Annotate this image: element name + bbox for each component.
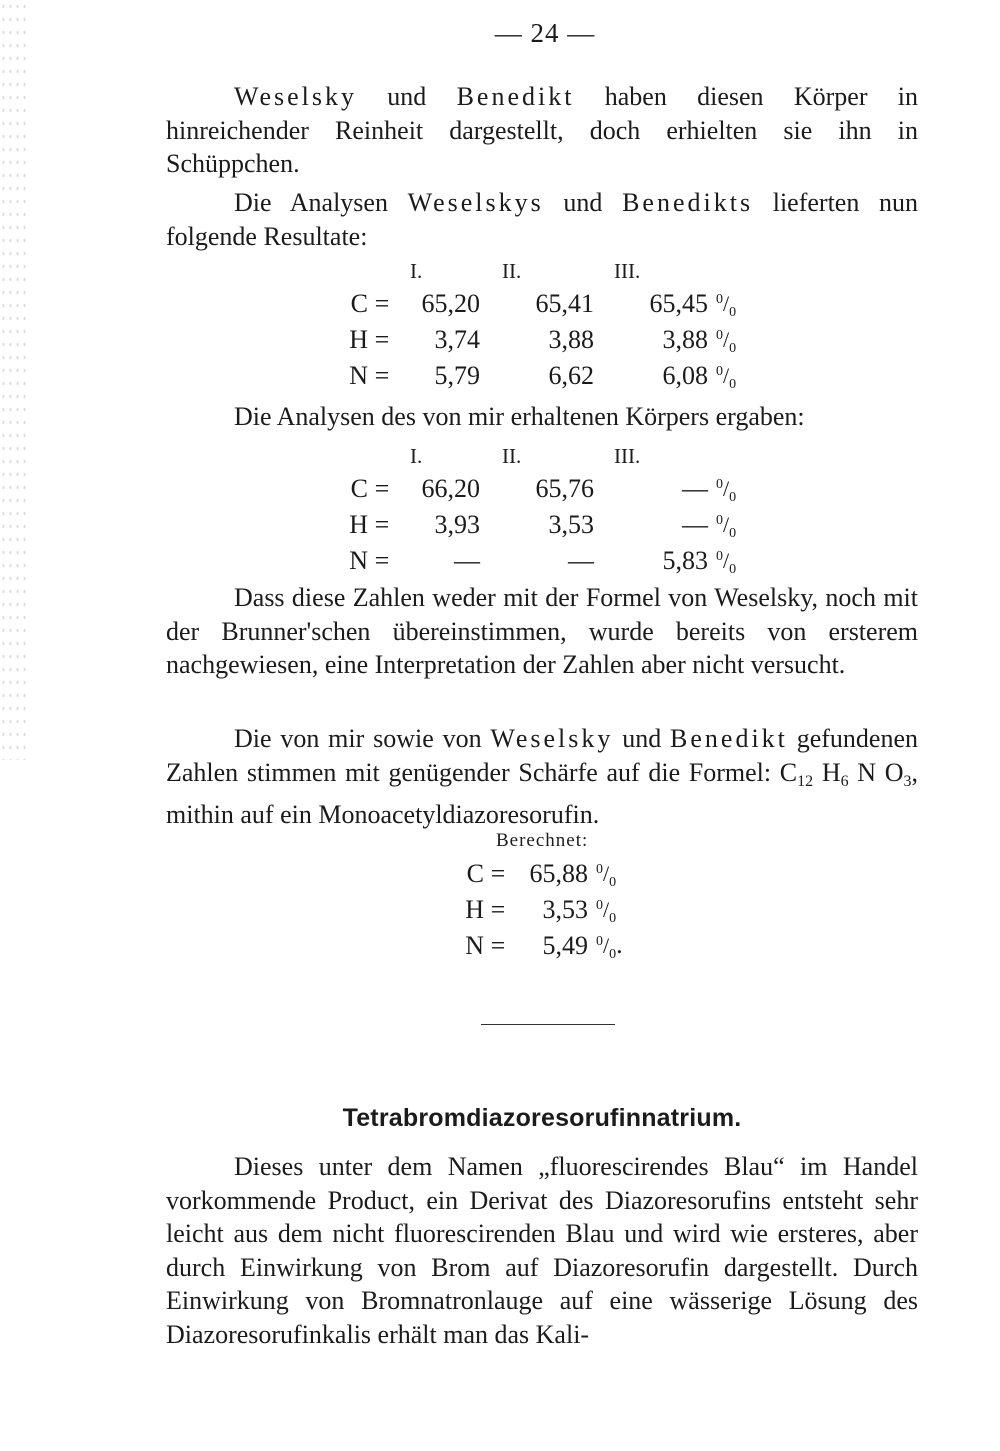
percent-sign: $^0/_0$ — [596, 896, 617, 926]
author-name-weselsky: Weselsky — [490, 724, 614, 753]
value-cell: 65,88 — [529, 859, 588, 888]
column-header-i: I. — [410, 258, 423, 283]
table-header-row — [326, 441, 760, 471]
column-header-ii: II. — [502, 258, 522, 283]
value-cell: — — [568, 546, 594, 575]
equals-sign: = — [374, 546, 390, 575]
column-header-ii: II. — [502, 443, 522, 468]
equals-sign: = — [374, 289, 390, 318]
value-cell: 65,41 — [535, 289, 594, 318]
author-name-weselsky: Weselsky — [234, 82, 357, 111]
value-cell: — — [682, 474, 708, 503]
percent-sign: $^0/_0$ — [716, 511, 737, 541]
element-symbol: H — [465, 895, 484, 924]
value-cell: 3,93 — [434, 510, 480, 539]
table-row — [456, 856, 646, 892]
value-cell: 65,45 — [649, 289, 708, 318]
table-row — [326, 322, 760, 358]
value-cell: 3,88 — [662, 325, 708, 354]
equals-sign: = — [490, 895, 506, 924]
section-divider — [481, 1024, 615, 1025]
paragraph-1-text: haben diesen Körper in hinreichender Reinheit dargestellt, doch erhielten sie ihn in Schüppchen. — [166, 82, 919, 179]
text-join: und — [613, 724, 671, 753]
element-symbol: H — [349, 325, 368, 354]
element-symbol: H — [349, 510, 368, 539]
element-symbol: C — [466, 859, 484, 888]
calculated-values-table — [456, 856, 646, 964]
table-row — [326, 358, 760, 394]
value-cell: — — [682, 510, 708, 539]
value-cell: 5,79 — [434, 361, 480, 390]
table-row — [326, 507, 760, 543]
column-header-iii: III. — [614, 258, 641, 283]
value-cell: 5,49 — [542, 931, 588, 960]
author-name-benedikt: Benedikt — [670, 724, 788, 753]
equals-sign: = — [490, 931, 506, 960]
scan-edge-speckles — [0, 0, 26, 760]
percent-sign: $^0/_0$ — [716, 362, 737, 392]
percent-sign: $^0/_0$ — [716, 547, 737, 577]
column-header-i: I. — [410, 443, 423, 468]
value-cell: 3,88 — [548, 325, 594, 354]
value-cell: 3,53 — [548, 510, 594, 539]
table-row — [456, 892, 646, 928]
table-header-row — [326, 256, 760, 286]
table-row — [326, 471, 760, 507]
chemical-formula: $C_{12}$ $H_6$ N $O_3$ — [779, 757, 912, 790]
percent-sign: $^0/_0$ — [596, 860, 617, 890]
equals-sign: = — [374, 361, 390, 390]
table-row — [326, 286, 760, 322]
column-header-iii: III. — [614, 443, 641, 468]
paragraph-6: Dieses unter dem Namen „fluorescirendes Blau“ im Handel vorkommende Product, ein Derivat des Diazoresorufins entsteht sehr leicht aus dem nicht fluorescirenden Blau und wird wie ersteres, aber durch Einwirkung von Brom auf Diazoresorufin dargestellt. Durch Einwirkung von Bromnatronlauge auf eine wässerige Lösung des Diazoresorufinkalis erhält man das Kali- — [166, 1152, 918, 1349]
paragraph-5-lead: Die von mir sowie von — [234, 724, 491, 753]
calculated-label: Berechnet: — [496, 830, 589, 851]
page-number: — 24 — — [494, 18, 596, 48]
value-cell: — — [454, 546, 480, 575]
paragraph-4: Dass diese Zahlen weder mit der Formel von Weselsky, noch mit der Brunner'schen übereinstimmen, wurde bereits von ersterem nachgewiesen, eine Interpretation der Zahlen aber nicht versucht. — [166, 583, 918, 680]
element-symbol: N — [349, 546, 368, 575]
table-row — [456, 928, 646, 964]
author-name-weselskys: Weselskys — [407, 188, 544, 217]
value-cell: 65,76 — [535, 474, 594, 503]
paragraph-1 — [166, 80, 918, 181]
section-heading: Tetrabromdiazoresorufinnatrium. — [342, 1104, 742, 1132]
paragraph-5-text: gefundenen Zahlen stimmen mit genügender Schärfe auf die Formel: — [166, 724, 919, 787]
text-join: und — [357, 82, 457, 111]
equals-sign: = — [374, 510, 390, 539]
equals-sign: = — [490, 859, 506, 888]
value-cell: 6,62 — [548, 361, 594, 390]
analysis-table-weselsky-benedikt — [326, 256, 760, 394]
analysis-table-own — [326, 441, 760, 579]
text-join: und — [543, 188, 623, 217]
value-cell: 66,20 — [421, 474, 480, 503]
percent-sign: $^0/_0$ — [716, 290, 737, 320]
value-cell: 3,74 — [434, 325, 480, 354]
percent-sign: $^0/_0$ — [716, 326, 737, 356]
equals-sign: = — [374, 325, 390, 354]
paragraph-2-text: lieferten nun folgende Resultate: — [166, 188, 919, 251]
author-name-benedikt: Benedikt — [456, 82, 575, 111]
element-symbol: N — [465, 931, 484, 960]
paragraph-5 — [166, 722, 918, 832]
paragraph-2 — [166, 186, 918, 253]
table-row — [326, 543, 760, 579]
percent-sign: $^0/_0$. — [596, 929, 623, 962]
equals-sign: = — [374, 474, 390, 503]
value-cell: 3,53 — [542, 895, 588, 924]
value-cell: 65,20 — [421, 289, 480, 318]
element-symbol: C — [350, 474, 368, 503]
paragraph-2-lead: Die Analysen — [234, 188, 408, 217]
author-name-benedikts: Benedikts — [622, 188, 754, 217]
percent-sign: $^0/_0$ — [716, 475, 737, 505]
paragraph-3: Die Analysen des von mir erhaltenen Körpers ergaben: — [234, 402, 805, 431]
paragraph-5-tail: , mithin auf ein Monoacetyldiazoresorufin. — [166, 757, 918, 830]
element-symbol: C — [350, 289, 368, 318]
value-cell: 5,83 — [662, 546, 708, 575]
value-cell: 6,08 — [662, 361, 708, 390]
element-symbol: N — [349, 361, 368, 390]
